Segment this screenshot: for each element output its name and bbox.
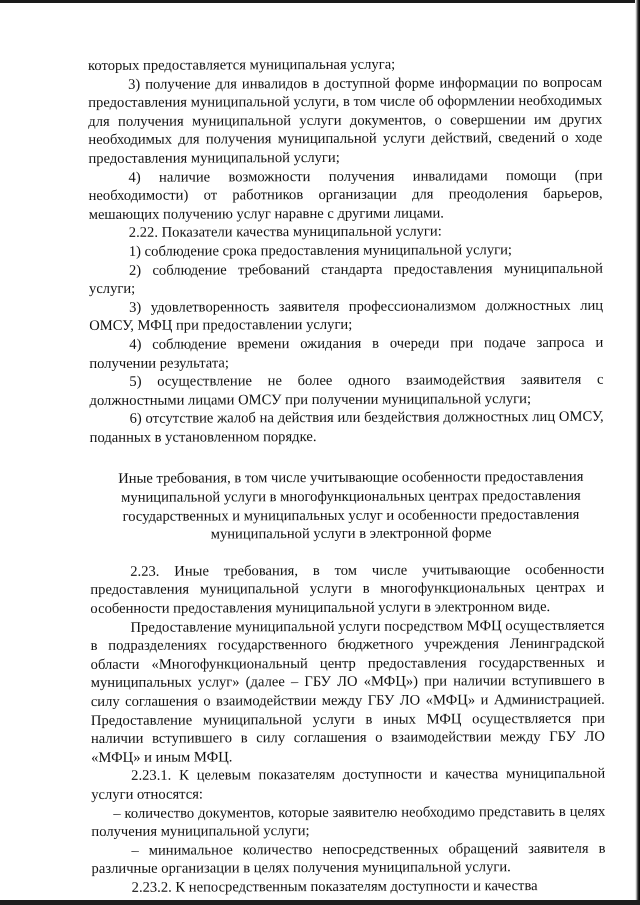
paragraph-mfc: Предоставление муниципальной услуги посредством МФЦ осуществляется в подразделениях государственного бюджетного учреждения Ленинградской области «Многофункциональный центр предоставления государственных и муниципальных услуг» (далее – ГБУ ЛО «МФЦ») при наличии вступившего в силу соглашения о взаимодействии между ГБУ ЛО «МФЦ» и Администрацией. Предоставление муниципальной услуги в иных МФЦ осуществляется при наличии вступившего в силу соглашения о взаимодействии между ГБУ ЛО «МФЦ» и иным МФЦ. xyxy=(90,617,606,766)
scan-edge-top xyxy=(0,0,640,3)
quality-item-3: 3) удовлетворенность заявителя профессионализмом должностных лиц ОМСУ, МФЦ при предоставлении услуги; xyxy=(89,297,604,335)
section-heading: Иные требования, в том числе учитывающие особенности предоставления муниципальной услуги в многофункциональных центрах предоставления государственных и муниципальных услуг и особенности предоставления муниципальной услуги в электронной форме xyxy=(118,469,584,543)
quality-item-6: 6) отсутствие жалоб на действия или бездействия должностных лиц ОМСУ, поданных в установленном порядке. xyxy=(89,409,604,446)
scan-edge-bottom xyxy=(0,900,640,905)
quality-item-2: 2) соблюдение требований стандарта предоставления муниципальной услуги; xyxy=(88,260,603,298)
scan-edge-right xyxy=(635,0,640,905)
quality-item-1: 1) соблюдение срока предоставления муниципальной услуги; xyxy=(128,242,513,260)
clause-2-23: 2.23. Иные требования, в том числе учитывающие особенности предоставления муниципальной услуги в многофункциональных центрах и особенности предоставления муниципальной услуги в электронном виде. xyxy=(90,561,605,618)
clause-2-23-2: 2.23.2. К непосредственным показателям доступности и качества xyxy=(131,877,538,896)
bullet-item-requests: – минимальное количество непосредственных обращений заявителя в различные организации в целях получения муниципальной услуги. xyxy=(91,840,606,878)
document-body xyxy=(88,55,606,898)
quality-item-5: 5) осуществление не более одного взаимодействия заявителя с должностными лицами ОМСУ при получении муниципальной услуги; xyxy=(89,371,604,409)
paragraph-item-4: 4) наличие возможности получения инвалидами помощи (при необходимости) от работников организации для преодоления барьеров, мешающих получению услуг наравне с другими лицами. xyxy=(88,167,603,223)
clause-2-22: 2.22. Показатели качества муниципальной услуги: xyxy=(128,223,442,242)
clause-2-23-1: 2.23.1. К целевым показателям доступности и качества муниципальной услуги относятся: xyxy=(91,766,606,803)
bullet-item-documents: – количество документов, которые заявителю необходимо представить в целях получения муниципальной услуги; xyxy=(91,803,606,841)
paragraph-continuation: которых предоставляется муниципальная услуга; xyxy=(88,56,396,74)
paragraph-item-3: 3) получение для инвалидов в доступной форме информации по вопросам предоставления муниципальной услуги, в том числе об оформлении необходимых для получения муниципальной услуги документов, о совершении им других необходимых для получения муниципальной услуги действий, сведений о ходе предоставления муниципальной услуги; xyxy=(88,74,603,167)
quality-item-4: 4) соблюдение времени ожидания в очереди при подаче запроса и получении результата; xyxy=(89,334,604,372)
